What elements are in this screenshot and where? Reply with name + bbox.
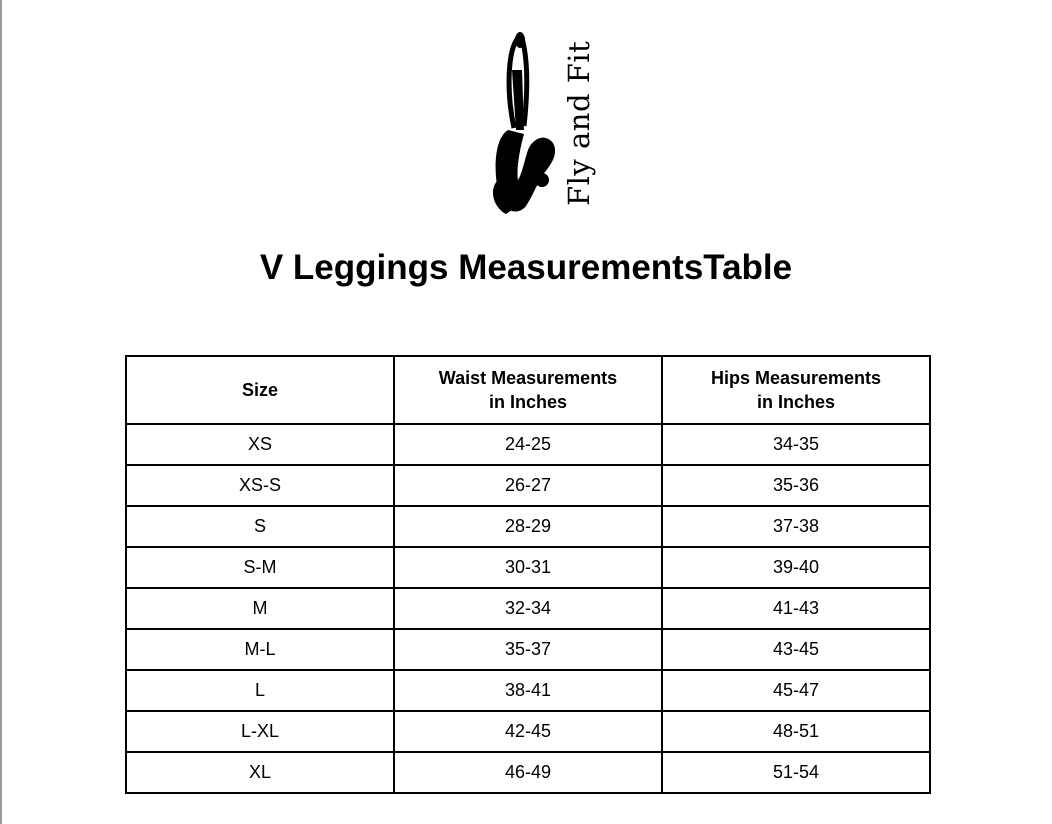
cell-waist: 46-49 xyxy=(394,752,662,793)
cell-size: M xyxy=(126,588,394,629)
table-row xyxy=(126,465,930,506)
cell-size: M-L xyxy=(126,629,394,670)
page-title: V Leggings MeasurementsTable xyxy=(259,248,793,287)
cell-size: L-XL xyxy=(126,711,394,752)
cell-size: XS-S xyxy=(126,465,394,506)
cell-size: XL xyxy=(126,752,394,793)
cell-hips: 37-38 xyxy=(662,506,930,547)
cell-hips: 34-35 xyxy=(662,424,930,465)
cell-hips: 48-51 xyxy=(662,711,930,752)
table-row xyxy=(126,424,930,465)
header-waist xyxy=(394,356,662,424)
table-header-row xyxy=(126,356,930,424)
measurements-table xyxy=(125,355,931,794)
aerial-silhouette-icon xyxy=(478,30,568,220)
cell-waist: 32-34 xyxy=(394,588,662,629)
cell-hips: 43-45 xyxy=(662,629,930,670)
table-row xyxy=(126,547,930,588)
cell-waist: 35-37 xyxy=(394,629,662,670)
cell-size: XS xyxy=(126,424,394,465)
page-edge-line xyxy=(0,0,2,824)
table-row xyxy=(126,588,930,629)
header-hips xyxy=(662,356,930,424)
table-row xyxy=(126,711,930,752)
header-hips-line1: Hips Measurements xyxy=(710,368,882,388)
cell-waist: 30-31 xyxy=(394,547,662,588)
cell-hips: 39-40 xyxy=(662,547,930,588)
table-row xyxy=(126,629,930,670)
header-waist-line1: Waist Measurements xyxy=(438,368,618,388)
cell-hips: 45-47 xyxy=(662,670,930,711)
brand-logo xyxy=(478,30,618,220)
header-size-label: Size xyxy=(241,380,279,400)
cell-size: S-M xyxy=(126,547,394,588)
cell-hips: 41-43 xyxy=(662,588,930,629)
header-size xyxy=(126,356,394,424)
cell-waist: 26-27 xyxy=(394,465,662,506)
cell-waist: 42-45 xyxy=(394,711,662,752)
cell-waist: 38-41 xyxy=(394,670,662,711)
cell-size: S xyxy=(126,506,394,547)
header-hips-line2: in Inches xyxy=(756,392,836,412)
table-row xyxy=(126,670,930,711)
cell-waist: 24-25 xyxy=(394,424,662,465)
table-row xyxy=(126,506,930,547)
cell-size: L xyxy=(126,670,394,711)
header-waist-line2: in Inches xyxy=(488,392,568,412)
cell-hips: 35-36 xyxy=(662,465,930,506)
cell-hips: 51-54 xyxy=(662,752,930,793)
cell-waist: 28-29 xyxy=(394,506,662,547)
table-row xyxy=(126,752,930,793)
brand-logo-text: Fly and Fit xyxy=(562,40,596,206)
